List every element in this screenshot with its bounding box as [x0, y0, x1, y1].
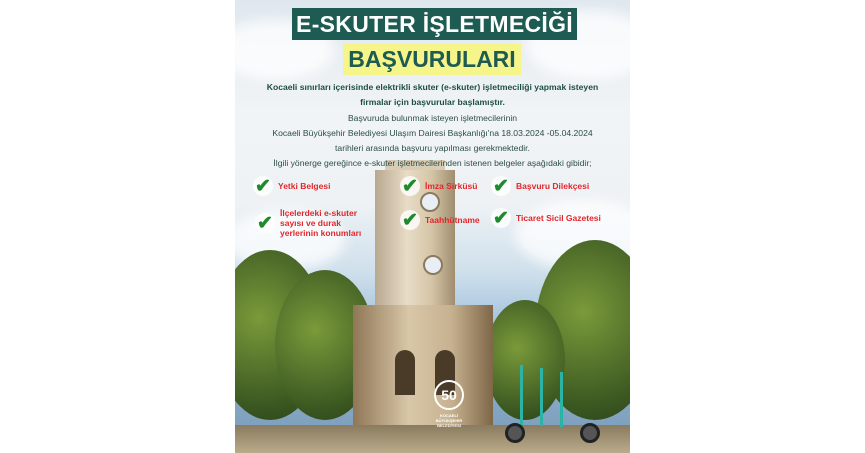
- e-scooter-application-poster: [235, 0, 630, 453]
- tower-arch: [395, 350, 415, 395]
- clock-tower-base: [353, 305, 493, 445]
- e-scooter: [520, 365, 523, 425]
- document-item: [400, 210, 480, 230]
- body-line: İlgili yönerge gereğince e-skuter işletmecilerinden istenen belgeler aşağıdaki gibidir;: [273, 158, 592, 168]
- e-scooter: [560, 372, 563, 427]
- checkmark-icon: ✔: [491, 176, 511, 196]
- document-label: Başvuru Dilekçesi: [516, 181, 590, 191]
- document-item: [253, 176, 330, 196]
- document-item: [400, 176, 477, 196]
- intro-line: Kocaeli sınırları içerisinde elektrikli skuter (e-skuter) işletmeciliği yapmak isteyen: [266, 82, 599, 92]
- scooter-wheel: [505, 423, 525, 443]
- document-item: [491, 208, 601, 228]
- checkmark-icon: ✔: [400, 176, 420, 196]
- ground: [235, 425, 630, 453]
- document-label: Ticaret Sicil Gazetesi: [516, 213, 601, 223]
- document-item: [491, 176, 589, 196]
- checkmark-icon: ✔: [400, 210, 420, 230]
- tree: [485, 300, 565, 420]
- document-label: Taahhütname: [425, 215, 480, 225]
- scooter-wheel: [580, 423, 600, 443]
- checkmark-icon: ✔: [255, 213, 275, 233]
- poster-subtitle: BAŞVURULARI: [343, 44, 521, 75]
- intro-line: firmalar için başvurular başlamıştır.: [360, 97, 505, 107]
- body-line: tarihleri arasında başvuru yapılması gerekmektedir.: [335, 143, 530, 153]
- document-label: İmza Sirküsü: [425, 181, 478, 191]
- document-label: İlçelerdeki e-skuter sayısı ve durak yerlerinin konumları: [280, 208, 362, 238]
- body-line: Kocaeli Büyükşehir Belediyesi Ulaşım Dairesi Başkanlığı'na 18.03.2024 -05.04.2024: [272, 128, 593, 138]
- document-item: [255, 208, 380, 238]
- body-line: Başvuruda bulunmak isteyen işletmecilerinin: [347, 113, 518, 123]
- e-scooter: [540, 368, 543, 426]
- poster-title: E-SKUTER İŞLETMECİĞİ: [292, 8, 577, 40]
- logo-mark: 50: [434, 380, 464, 410]
- clock-face: [423, 255, 443, 275]
- municipality-logo: [428, 380, 470, 428]
- checkmark-icon: ✔: [491, 208, 511, 228]
- document-label: Yetki Belgesi: [278, 181, 331, 191]
- logo-text: KOCAELİ BÜYÜKŞEHİR BELEDİYESİ: [435, 413, 463, 428]
- checkmark-icon: ✔: [253, 176, 273, 196]
